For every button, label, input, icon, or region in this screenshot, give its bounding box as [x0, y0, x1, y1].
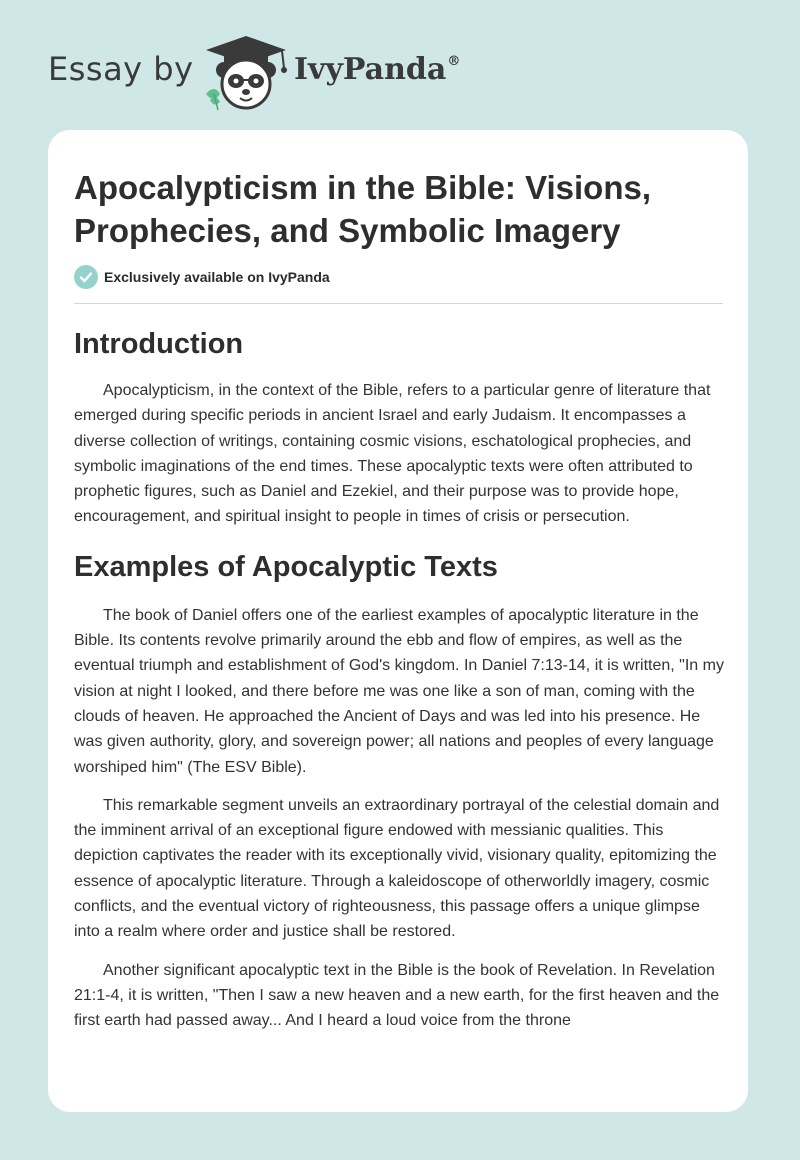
- paragraph: Apocalypticism, in the context of the Bible, refers to a particular genre of literature that emerged during specific periods in ancient Israel and early Judaism. It encompasses a diverse collection of writings, containing cosmic visions, eschatological prophecies, and symbolic imaginations of the end times. These apocalyptic texts were often attributed to prophetic figures, such as Daniel and Ezekiel, and their purpose was to provide hope, encouragement, and spiritual insight to people in times of crisis or persecution.: [74, 382, 711, 526]
- paragraph: The book of Daniel offers one of the earliest examples of apocalyptic literature in the Bible. Its contents revolve primarily around the ebb and flow of empires, as well as the eventual triumph and establishment of God's kingdom. In Daniel 7:13-14, it is written, "In my vision at night I looked, and there before me was one like a son of man, coming with the clouds of heaven. He approached the Ancient of Days and was led into his presence. He was given authority, glory, and sovereign power; all nations and peoples of every language worshiped him" (The ESV Bible).: [74, 606, 724, 776]
- page-title: Apocalypticism in the Bible: Visions, Prophecies, and Symbolic Imagery: [74, 169, 652, 249]
- essay-card: [48, 130, 748, 1112]
- section-heading-examples: Examples of Apocalyptic Texts: [74, 550, 498, 583]
- exclusive-badge: [74, 264, 330, 290]
- panda-graduate-logo-icon[interactable]: [200, 34, 292, 112]
- paragraph: This remarkable segment unveils an extraordinary portrayal of the celestial domain and the imminent arrival of an exceptional figure endowed with messianic qualities. This depiction captivates the reader with its exceptionally vivid, visionary quality, epitomizing the essence of apocalyptic literature. Through a kaleidoscope of otherworldly imagery, cosmic conflicts, and the eventual victory of righteousness, this passage offers a unique glimpse into a realm where order and justice shall be restored.: [74, 796, 720, 941]
- paragraph: Another significant apocalyptic text in the Bible is the book of Revelation. In Revelation 21:1-4, it is written, "Then I saw a new heaven and a new earth, for the first heaven and the first earth had passed away... And I heard a loud voice from the throne: [74, 961, 720, 1030]
- registered-mark: ®: [447, 54, 461, 69]
- check-circle-icon: [74, 265, 98, 289]
- essay-body: [74, 320, 724, 1047]
- essay-by-label: Essay by: [48, 50, 194, 88]
- section-heading-introduction: Introduction: [74, 328, 244, 360]
- brand-name[interactable]: IvyPanda®: [294, 52, 461, 87]
- exclusive-badge-text: Exclusively available on IvyPanda: [104, 269, 330, 285]
- site-header: [0, 0, 800, 130]
- divider: [74, 303, 723, 304]
